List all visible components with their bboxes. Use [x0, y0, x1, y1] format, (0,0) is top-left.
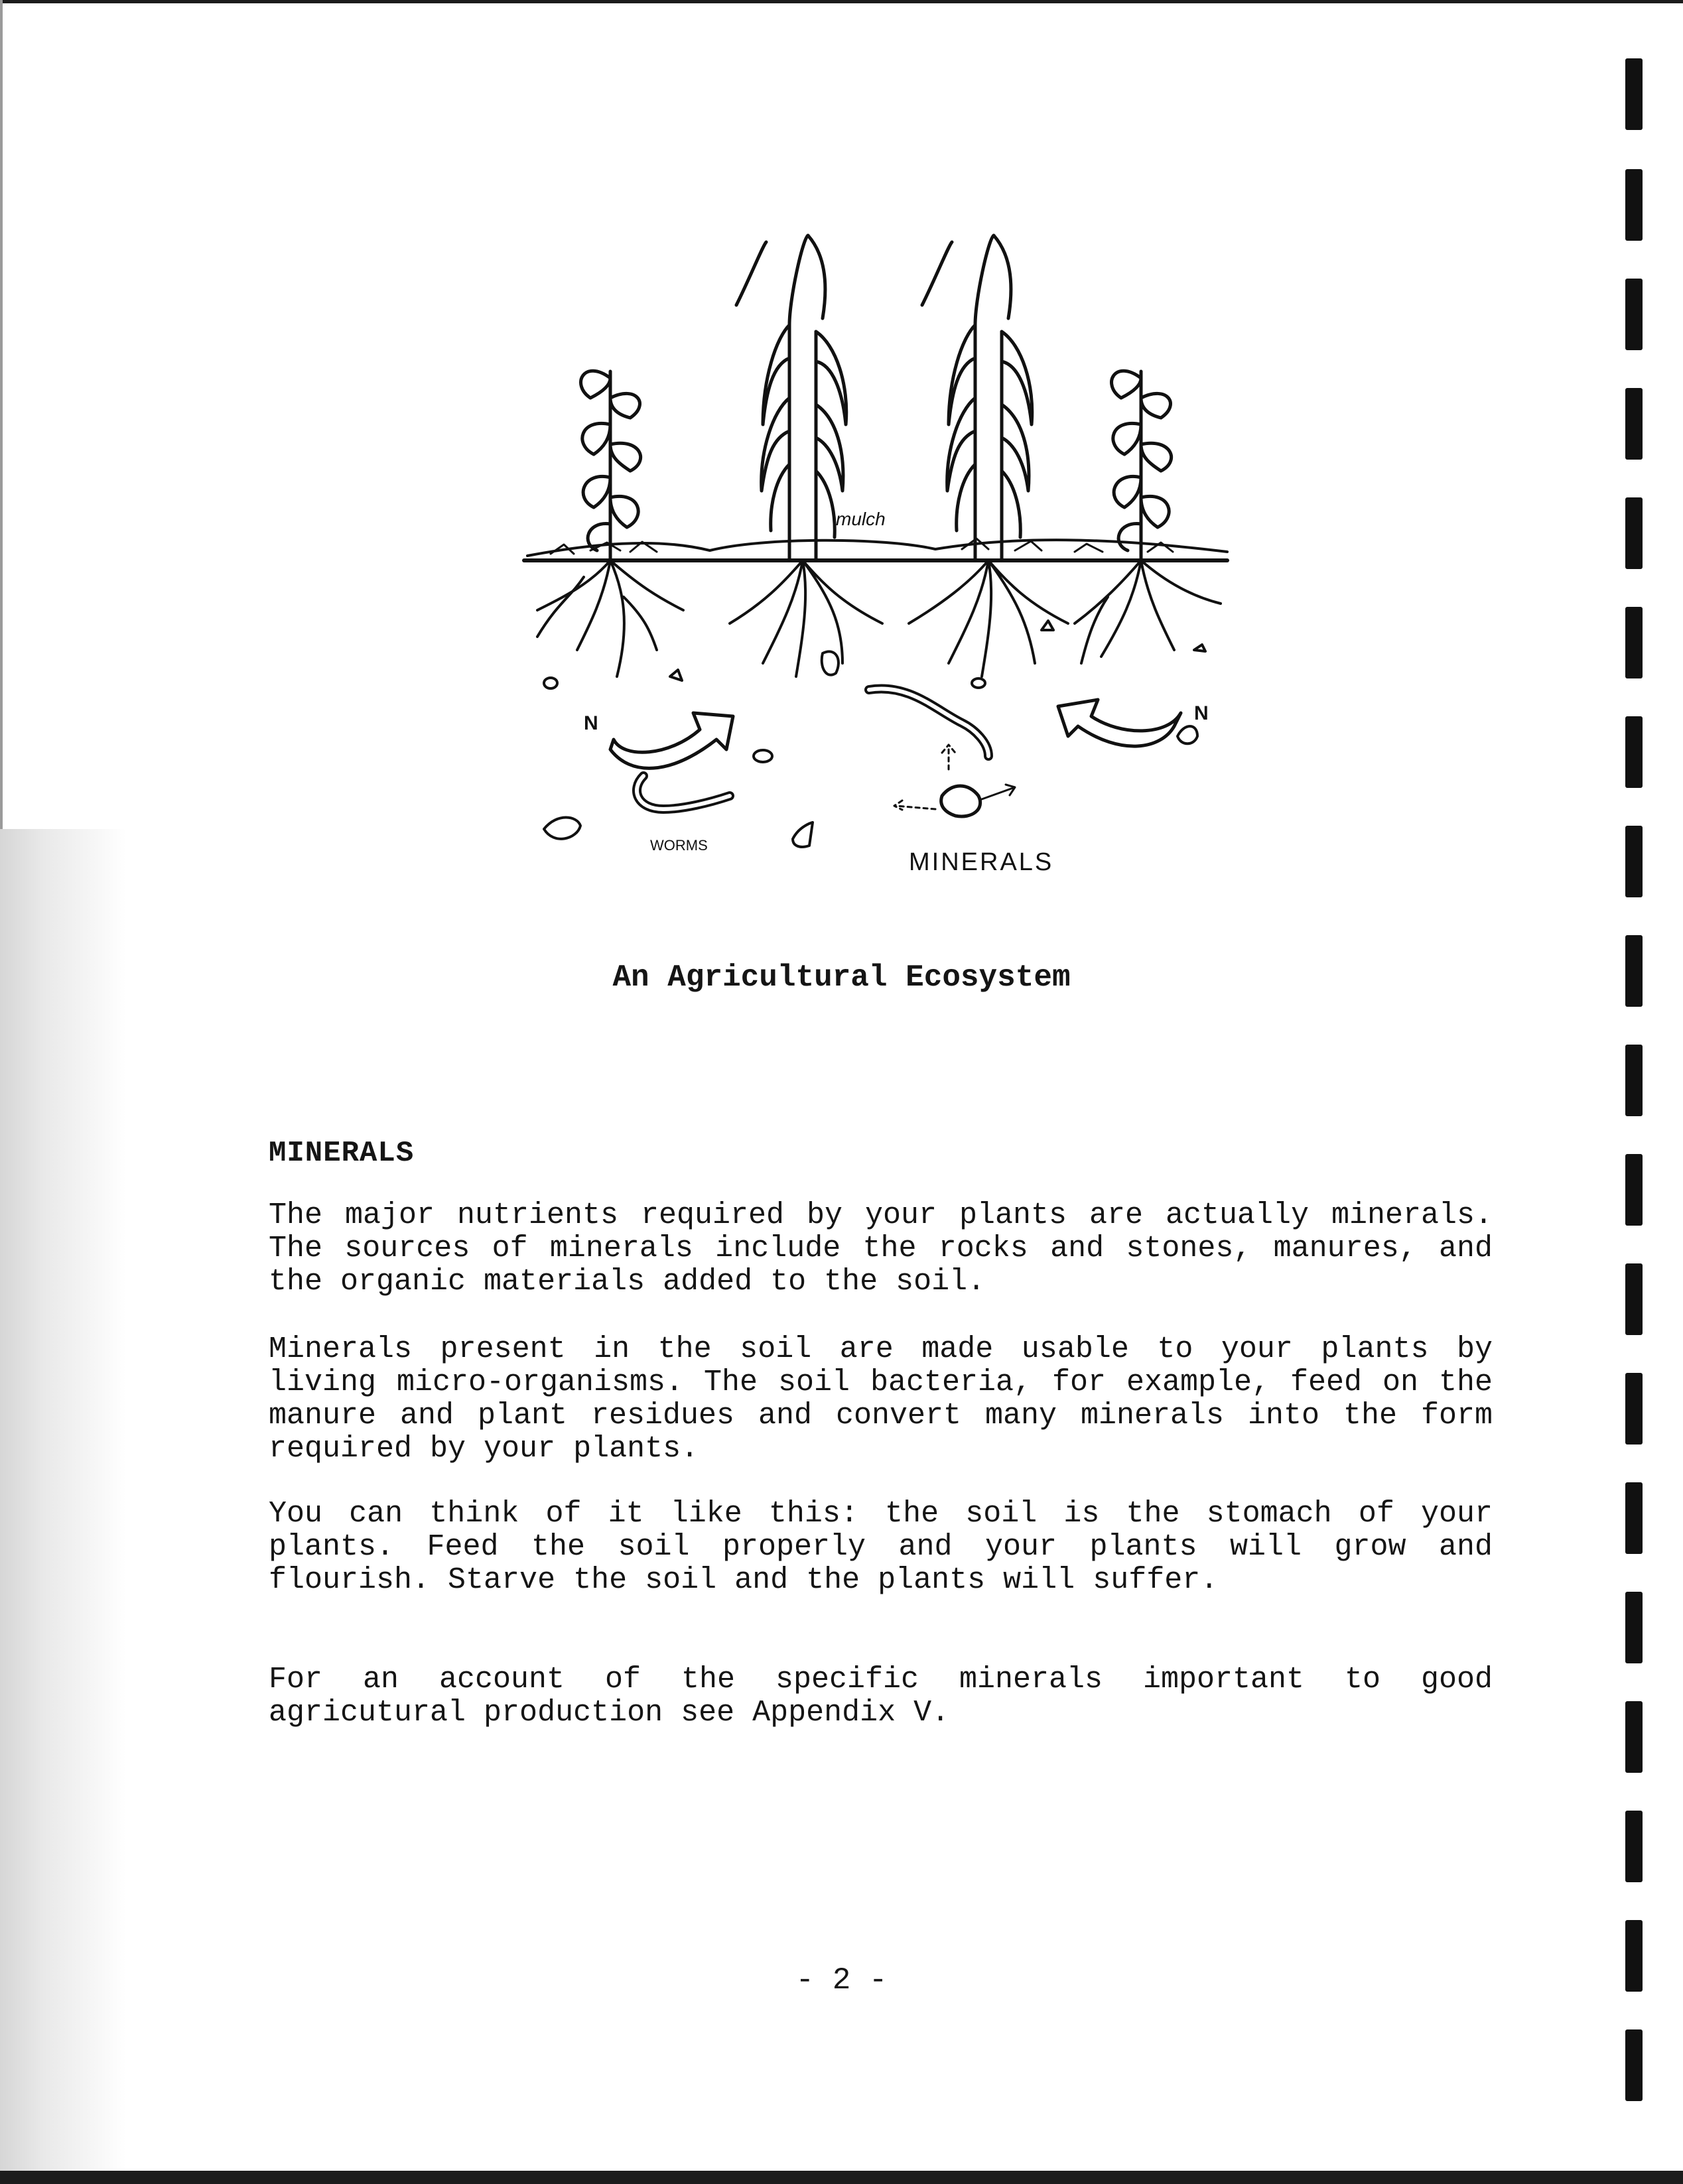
corn-plant-right [922, 235, 1032, 560]
binder-mark [1625, 1154, 1643, 1226]
nutrient-arrows [610, 700, 1181, 810]
binder-mark [1625, 58, 1643, 130]
bean-plant-left [581, 371, 641, 560]
worms-label: WORMS [650, 837, 708, 854]
nitrogen-label-left: N [584, 712, 598, 734]
mulch-label: mulch [836, 509, 886, 529]
page-top-edge [0, 0, 1683, 3]
binder-mark [1625, 1592, 1643, 1663]
minerals-label: MINERALS [909, 848, 1054, 876]
binder-mark [1625, 1045, 1643, 1116]
section-heading: MINERALS [269, 1137, 415, 1170]
binder-mark [1625, 1263, 1643, 1335]
binder-mark [1625, 1811, 1643, 1882]
figure-caption: An Agricultural Ecosystem [612, 960, 1071, 995]
page-number: - 2 - [795, 1963, 888, 1998]
roots [537, 560, 1221, 676]
binder-mark [1625, 826, 1643, 897]
binder-mark [1625, 388, 1643, 460]
worms [637, 688, 988, 809]
paragraph: You can think of it like this: the soil is the stomach of your plants. Feed the soil properly and your plants will grow and flourish. Starve the soil and the plants will suffer. [269, 1497, 1493, 1597]
binder-mark [1625, 1701, 1643, 1773]
binder-mark [1625, 169, 1643, 241]
binder-mark [1625, 1482, 1643, 1554]
binder-mark [1625, 607, 1643, 678]
binder-mark [1625, 497, 1643, 569]
agricultural-ecosystem-illustration [511, 225, 1241, 889]
binder-mark [1625, 2029, 1643, 2101]
corn-plant-left [736, 235, 846, 560]
bean-plant-right [1112, 371, 1172, 560]
page-bottom-edge [0, 2171, 1683, 2184]
paragraph: The major nutrients required by your plants are actually minerals. The sources of minerals include the rocks and stones, manures, and the organic materials added to the soil. [269, 1198, 1493, 1299]
stones [544, 621, 1205, 847]
binder-mark [1625, 1373, 1643, 1445]
binder-mark [1625, 279, 1643, 350]
nitrogen-label-right: N [1194, 702, 1209, 724]
paragraph: Minerals present in the soil are made usable to your plants by living micro-organisms. The soil bacteria, for example, feed on the manure and plant residues and convert many minerals into the form required by your plants. [269, 1332, 1493, 1466]
paragraph: For an account of the specific minerals important to good agricutural production see Appendix V. [269, 1663, 1493, 1730]
binder-mark [1625, 716, 1643, 788]
